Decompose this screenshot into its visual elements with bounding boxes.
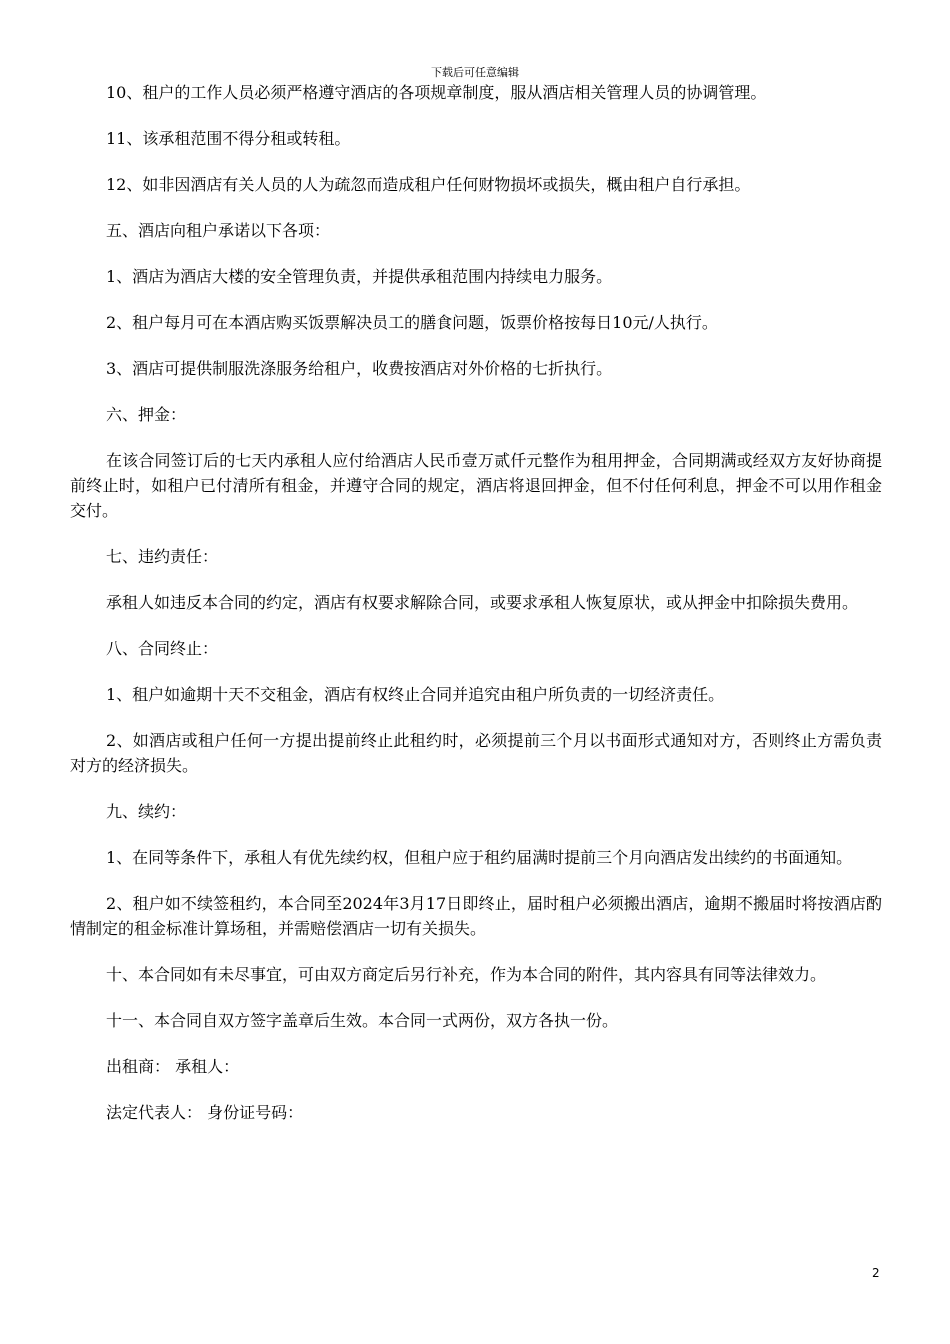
section-heading-9: 九、续约： [106,802,187,821]
clause-11: 11、该承租范围不得分租或转租。 [106,129,351,148]
signature-parties-line: 出租商： 承租人： [106,1057,240,1076]
section5-item-3: 3、酒店可提供制服洗涤服务给租户，收费按酒店对外价格的七折执行。 [106,359,613,378]
signature-representative-line: 法定代表人： 身份证号码： [106,1103,304,1122]
section5-item-1: 1、酒店为酒店大楼的安全管理负责，并提供承租范围内持续电力服务。 [106,267,613,286]
section-heading-8: 八、合同终止： [106,639,219,658]
section-11-paragraph: 十一、本合同自双方签字盖章后生效。本合同一式两份，双方各执一份。 [106,1011,619,1030]
section-heading-7: 七、违约责任： [106,547,219,566]
document-body [70,80,882,1146]
section8-item-2: 2、如酒店或租户任何一方提出提前终止此租约时，必须提前三个月以书面形式通知对方，否则终止方需负责对方的经济损失。 [70,731,882,775]
section-heading-6: 六、押金： [106,405,187,424]
page-number: 2 [872,1266,880,1280]
clause-10: 10、租户的工作人员必须严格遵守酒店的各项规章制度，服从酒店相关管理人员的协调管理。 [106,83,767,102]
deposit-paragraph: 在该合同签订后的七天内承租人应付给酒店人民币壹万贰仟元整作为租用押金，合同期满或经双方友好协商提前终止时，如租户已付清所有租金，并遵守合同的规定，酒店将退回押金，但不付任何利息，押金不可以用作租金交付。 [70,451,882,520]
liability-paragraph: 承租人如违反本合同的约定，酒店有权要求解除合同，或要求承租人恢复原状，或从押金中扣除损失费用。 [106,593,859,612]
header-note: 下载后可任意编辑 [431,66,519,79]
section8-item-1: 1、租户如逾期十天不交租金，酒店有权终止合同并追究由租户所负责的一切经济责任。 [106,685,725,704]
section-heading-5: 五、酒店向租户承诺以下各项： [106,221,331,240]
section9-item-1: 1、在同等条件下，承租人有优先续约权，但租户应于租约届满时提前三个月向酒店发出续约的书面通知。 [106,848,853,867]
clause-12: 12、如非因酒店有关人员的人为疏忽而造成租户任何财物损坏或损失，概由租户自行承担。 [106,175,751,194]
section-10-paragraph: 十、本合同如有未尽事宜，可由双方商定后另行补充，作为本合同的附件，其内容具有同等法律效力。 [106,965,827,984]
section5-item-2: 2、租户每月可在本酒店购买饭票解决员工的膳食问题，饭票价格按每日10元/人执行。 [106,313,718,332]
section9-item-2: 2、租户如不续签租约，本合同至2024年3月17日即终止，届时租户必须搬出酒店，逾期不搬届时将按酒店酌情制定的租金标准计算场租，并需赔偿酒店一切有关损失。 [70,894,882,938]
